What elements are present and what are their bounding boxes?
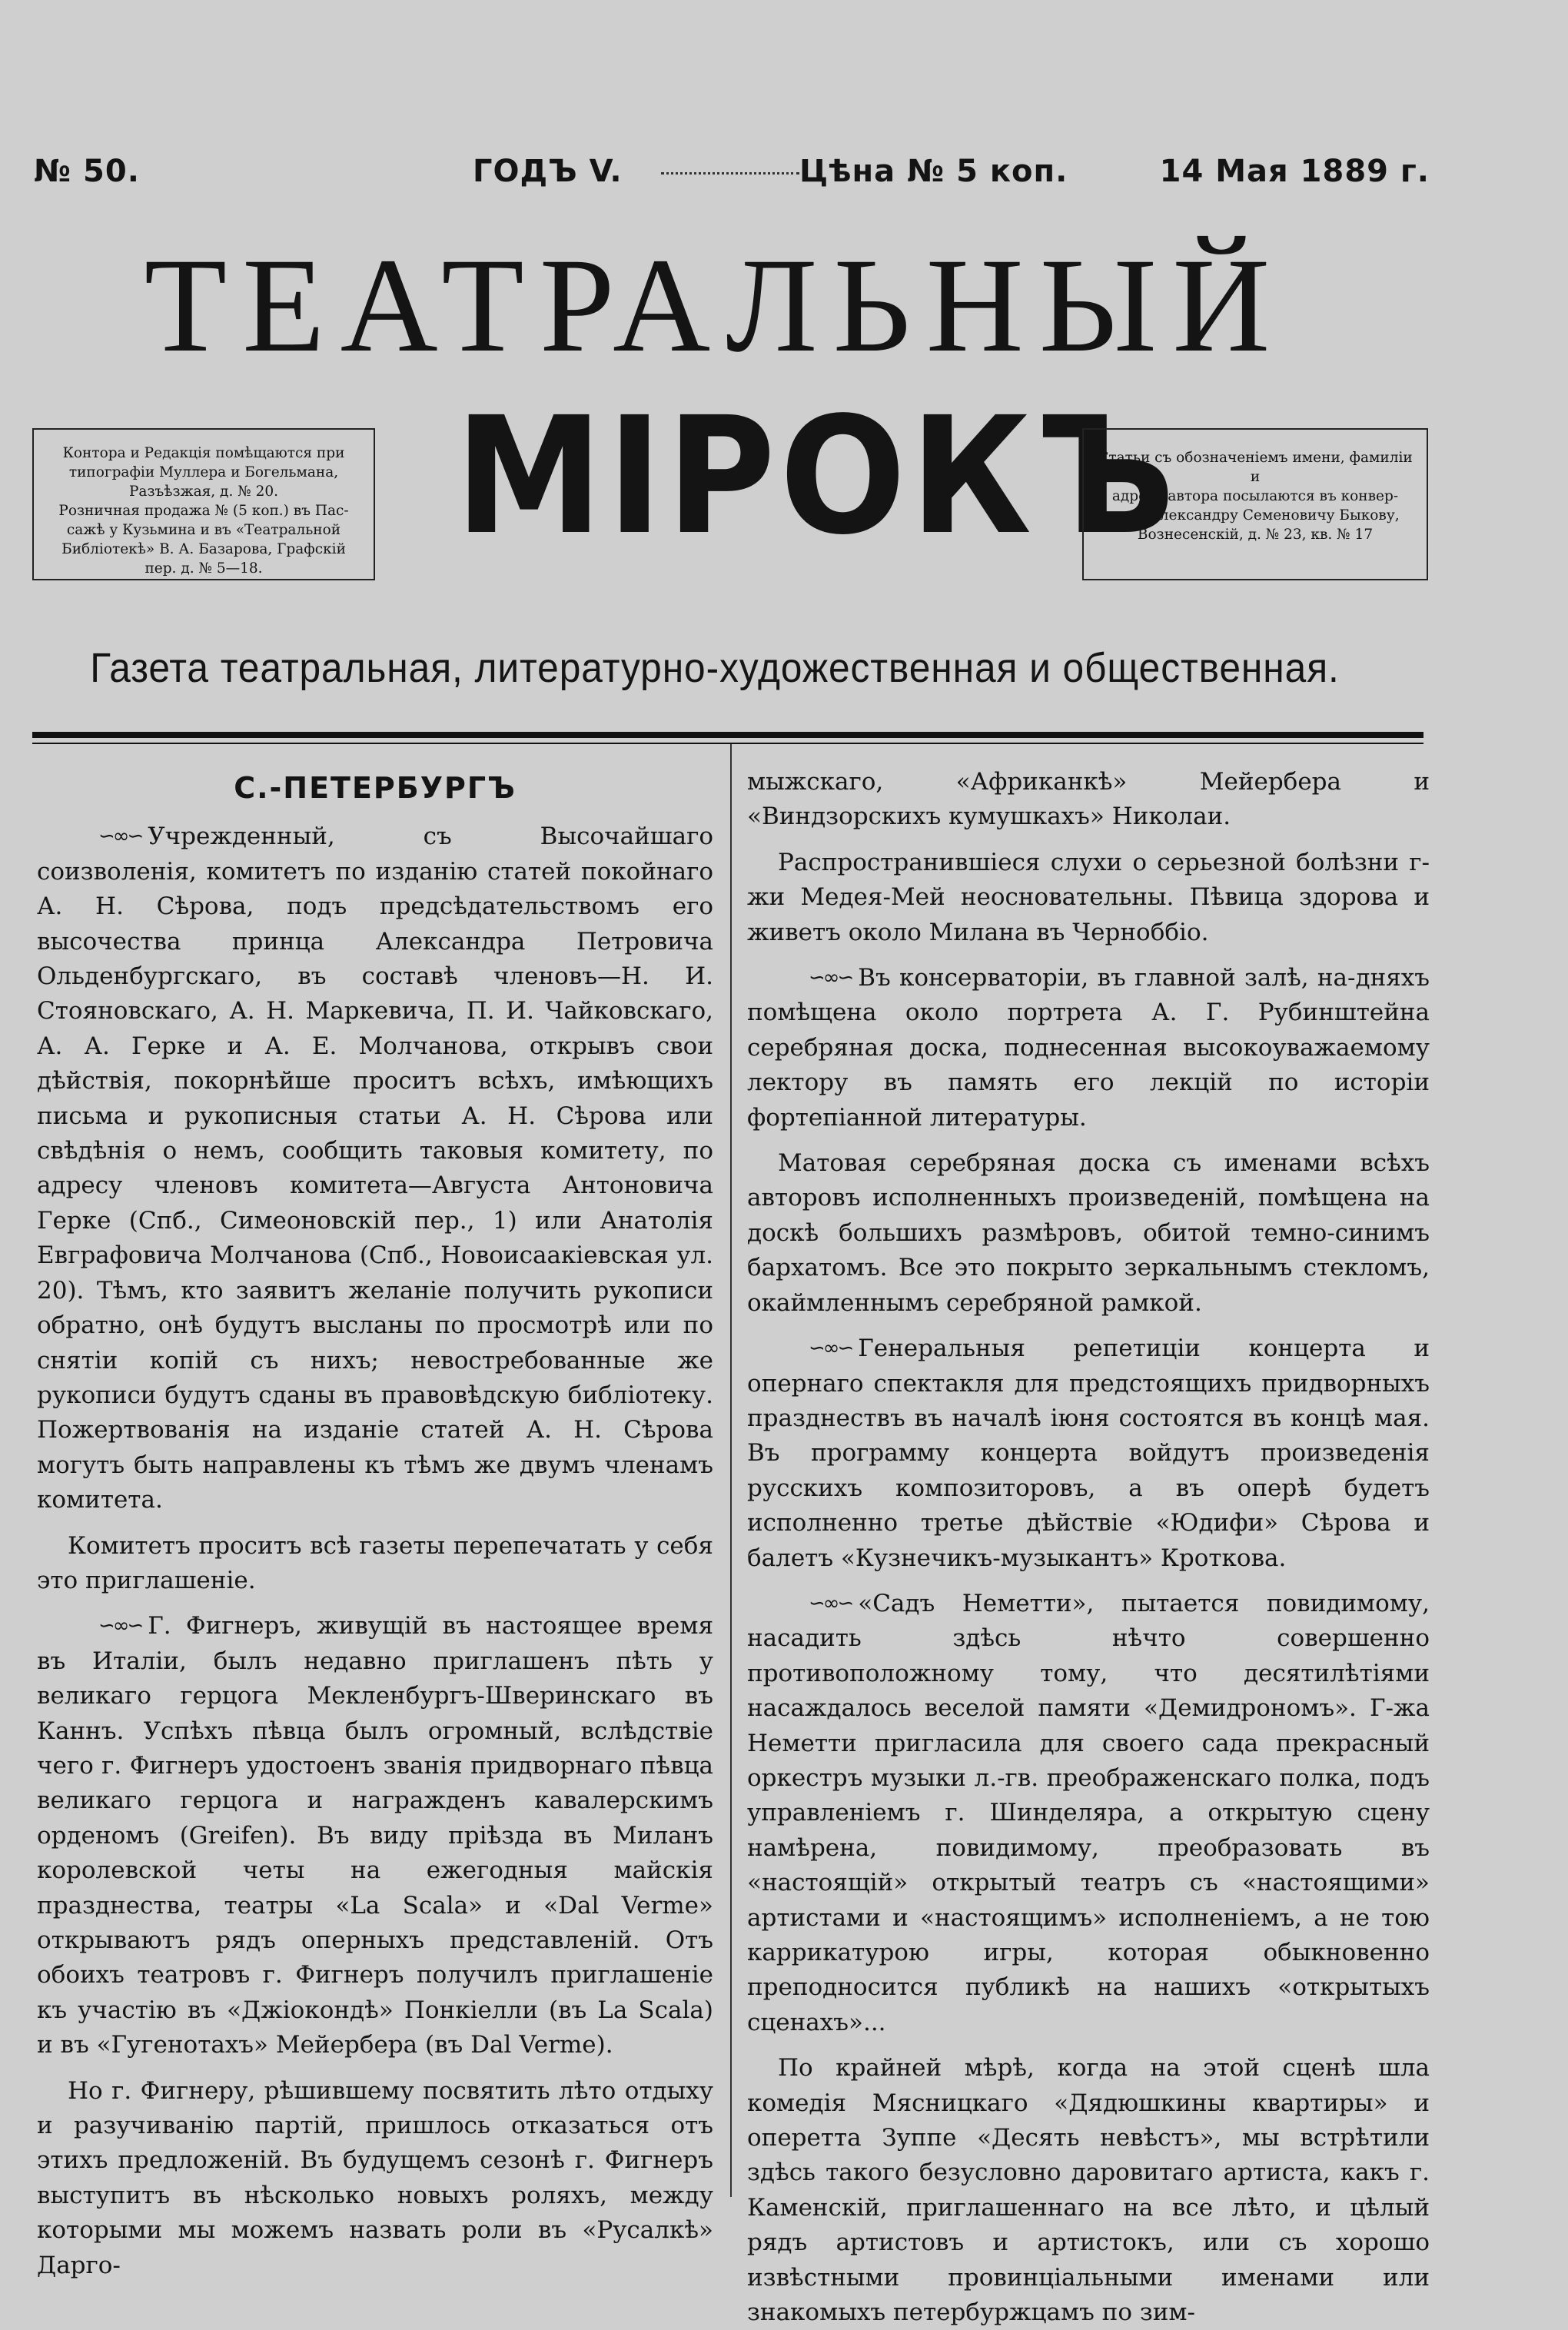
masthead-rule-thin (32, 743, 1423, 744)
article-paragraph: По крайней мѣрѣ, когда на этой сценѣ шла комедія Мясницкаго «Дядюшкины квартиры» и оперетта Зуппе «Десять невѣстъ», мы встрѣтили здѣсь такого безусловно даровитаго артиста, какъ г. Каменскій, приглашеннаго на все лѣто, и цѣлый рядъ артистовъ и артистокъ, или съ хорошо извѣстными провинціальными именами или знакомыхъ петербуржцамъ по зим- (747, 2054, 1430, 2327)
fleuron-ornament-icon: ∽∞∽ (809, 966, 852, 990)
article-paragraph: Комитетъ проситъ всѣ газеты перепечатать у себя это приглашеніе. (37, 1531, 713, 1594)
issue-price: Цѣна № 5 коп. (799, 154, 1068, 189)
article-paragraph: ∽∞∽ Учрежденный, съ Высочайшаго соизволенія, комитетъ по изданію статей покойнаго А. Н. Сѣрова, подъ предсѣдательствомъ его высочества принца Александра Петровича Ольденбургскаго, въ составѣ членовъ—Н. И. Стояновскаго, А. Н. Маркевича, П. И. Чайковскаго, А. А. Герке и А. Е. Молчанова, открывъ свои дѣйствія, покорнѣйше проситъ всѣхъ, имѣющихъ письма и рукописныя статьи А. Н. Сѣрова или свѣдѣнія о немъ, сообщить таковыя комитету, по адресу членовъ комитета—Августа Антоновича Герке (Спб., Симеоновскій пер., 1) или Анатолія Евграфовича Молчанова (Спб., Новоисаакіевская ул. 20). Тѣмъ, кто заявитъ желаніе получить рукописи обратно, онѣ будутъ высланы по просмотрѣ или по снятіи копій съ нихъ; невостребованные же рукописи будутъ сданы въ правовѣдскую библіотеку. Пожертвованія на изданіе статей А. Н. Сѣрова могутъ быть направлены къ тѣмъ же двумъ членамъ комитета. (37, 819, 713, 1517)
left-column (37, 765, 713, 2283)
article-paragraph: Но г. Фигнеру, рѣшившему посвятить лѣто отдыху и разучиванію партій, пришлось отказаться отъ этихъ предложеній. Въ будущемъ сезонѣ г. Фигнеръ выступитъ въ нѣсколько новыхъ роляхъ, между которыми мы можемъ назвать роли въ «Русалкѣ» Дарго- (37, 2076, 713, 2279)
office-line: сажѣ у Кузьмина и въ «Театральной (66, 522, 341, 538)
article-paragraph: ∽∞∽ Въ консерваторіи, въ главной залѣ, на-дняхъ помѣщена около портрета А. Г. Рубинштейна серебряная доска, поднесенная высокоуважаемому лектору въ память его лекцій по исторіи фортепіанной литературы. (747, 961, 1430, 1135)
wavy-divider (661, 169, 799, 175)
article-paragraph: Распространившіеся слухи о серьезной болѣзни г-жи Медея-Мей неосновательны. Пѣвица здорова и живетъ около Милана въ Черноббіо. (747, 848, 1430, 946)
article-paragraph: мыжскаго, «Африканкѣ» Мейербера и «Виндзорскихъ кумушкахъ» Николаи. (747, 768, 1430, 831)
office-line: Контора и Редакція помѣщаются при (62, 445, 345, 461)
submission-info-box (1082, 428, 1428, 580)
fleuron-ornament-icon: ∽∞∽ (98, 1614, 142, 1638)
submission-line: тахъ Александру Семеновичу Быкову, (1111, 507, 1400, 524)
office-line: типографіи Муллера и Богельмана, (68, 464, 339, 480)
editorial-office-box (32, 428, 375, 580)
article-paragraph: ∽∞∽ Генеральныя репетиціи концерта и опернаго спектакля для предстоящихъ придворныхъ празднествъ въ началѣ іюня состоятся въ концѣ мая. Въ программу концерта войдутъ произведенія русскихъ композиторовъ, а въ оперѣ будетъ исполненно третье дѣйствіе «Юдифи» Сѣрова и балетъ «Кузнечикъ-музыкантъ» Кроткова. (747, 1331, 1430, 1576)
issue-year: ГОДЪ V. (473, 154, 623, 189)
office-line: Розничная продажа № (5 коп.) въ Пас- (58, 503, 349, 519)
issue-date: 14 Мая 1889 г. (1159, 154, 1430, 189)
section-title: С.-ПЕТЕРБУРГЪ (234, 771, 517, 805)
office-line: Библіотекѣ» В. А. Базарова, Графскій (61, 541, 346, 557)
article-paragraph: Матовая серебряная доска съ именами всѣхъ авторовъ исполненныхъ произведеній, помѣщена на доскѣ большихъ размѣровъ, обитой темно-синимъ бархатомъ. Все это покрыто зеркальнымъ стекломъ, окаймленнымъ серебряной рамкой. (747, 1149, 1430, 1317)
fleuron-ornament-icon: ∽∞∽ (809, 1591, 852, 1615)
column-divider (730, 744, 732, 2197)
right-column (747, 765, 1430, 2330)
article-paragraph: ∽∞∽ Г. Фигнеръ, живущій въ настоящее время въ Италіи, былъ недавно приглашенъ пѣть у великаго герцога Мекленбургъ-Шверинскаго въ Каннъ. Успѣхъ пѣвца былъ огромный, вслѣдствіе чего г. Фигнеръ удостоенъ званія придворнаго пѣвца великаго герцога и награжденъ кавалерскимъ орденомъ (Greifen). Въ виду пріѣзда въ Миланъ королевской четы на ежегодныя майскія празднества, театры «La Scala» и «Dal Verme» открываютъ рядъ оперныхъ представленій. Отъ обоихъ театровъ г. Фигнеръ получилъ приглашеніе къ участію въ «Джіокондѣ» Понкіелли (въ La Scala) и въ «Гугенотахъ» Мейербера (въ Dal Verme). (37, 1609, 713, 2062)
masthead-title-line1: ТЕАТРАЛЬНЫЙ (144, 231, 1286, 381)
issue-info-line (31, 154, 1430, 200)
submission-line: Статьи съ обозначеніемъ имени, фамиліи и (1098, 450, 1413, 485)
masthead-subtitle: Газета театральная, литературно-художественная и общественная. (90, 645, 1340, 691)
submission-line: адреса автора посылаются въ конвер- (1111, 488, 1399, 504)
masthead-title-line2: МІРОКЪ (455, 382, 1180, 570)
article-paragraph: ∽∞∽ «Садъ Неметти», пытается повидимому, насадить здѣсь нѣчто совершенно противоположному тому, что десятилѣтіями насаждалось веселой памяти «Демидрономъ». Г-жа Неметти пригласила для своего сада прекрасный оркестръ музыки л.-гв. преображенскаго полка, подъ управленіемъ г. Шинделяра, а открытую сцену намѣрена, повидимому, преобразовать въ «настоящій» открытый театръ съ «настоящими» артистами и «настоящимъ» исполненіемъ, а не тою каррикатурою игры, которая обыкновенно преподносится публикѣ на нашихъ «открытыхъ сценахъ»... (747, 1587, 1430, 2040)
fleuron-ornament-icon: ∽∞∽ (809, 1337, 852, 1361)
masthead-rule-thick (32, 732, 1423, 738)
office-line: пер. д. № 5—18. (145, 560, 263, 577)
issue-number: № 50. (34, 154, 140, 189)
office-line: Разъѣзжая, д. № 20. (128, 484, 279, 500)
submission-line: Вознесенскій, д. № 23, кв. № 17 (1137, 527, 1374, 543)
fleuron-ornament-icon: ∽∞∽ (98, 825, 142, 849)
